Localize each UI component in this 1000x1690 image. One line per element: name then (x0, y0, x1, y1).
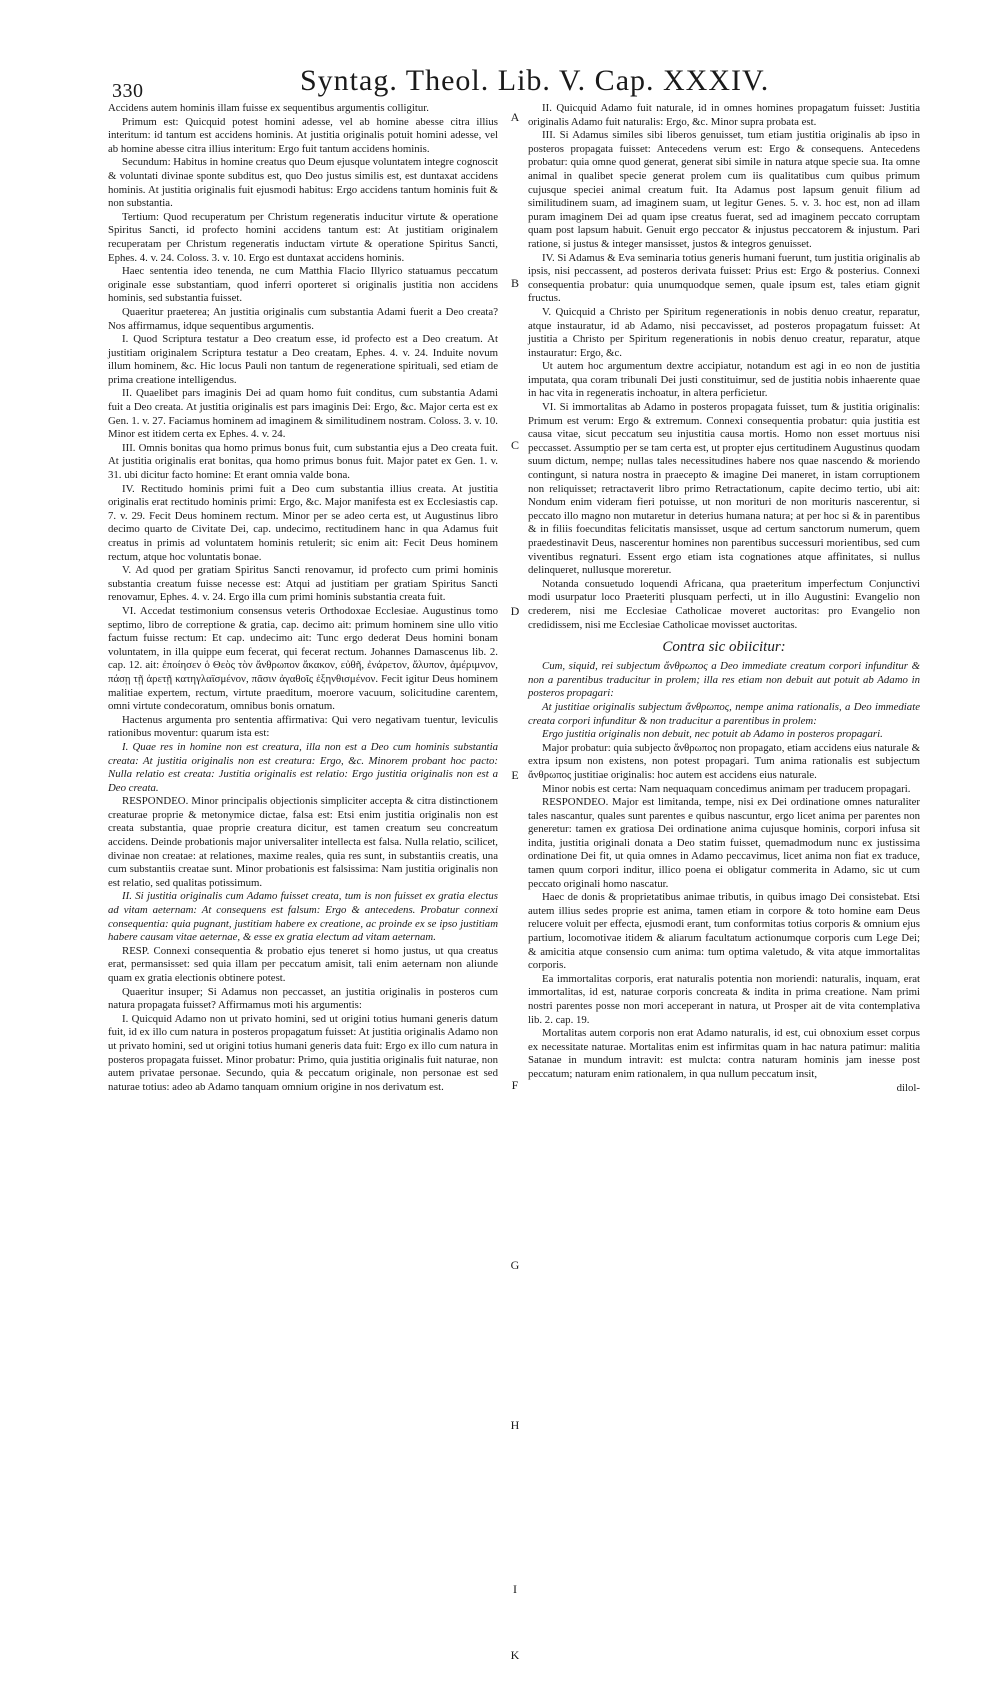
paragraph: Quaeritur insuper; Si Adamus non peccasset, an justitia originalis in posteros cum natura propagata fuisset? Affirmamus moti his argumentis: (108, 985, 498, 1012)
running-head: Syntag. Theol. Lib. V. Cap. XXXIV. (300, 64, 770, 97)
section-subheading: Contra sic obiicitur: (662, 639, 786, 656)
margin-letter: E (511, 768, 519, 782)
margin-letter: A (510, 110, 520, 124)
catchword: dilol- (896, 1081, 920, 1094)
paragraph: IV. Si Adamus & Eva seminaria totius generis humani fuerunt, tum justitia originalis ab ipsis, nisi peccassent, ad posteros derivata fuisset: Prius est: Ergo & posterius. Connexi consequentia probatur: quia unumquodque semen, quale ipsum est, tales etiam gignit fructus. (528, 251, 920, 305)
margin-letter: H (510, 1418, 520, 1432)
paragraph: Hactenus argumenta pro sententia affirmativa: Qui vero negativam tuentur, leviculis rationibus moventur: quarum ista est: (108, 713, 498, 740)
margin-letter: C (510, 438, 519, 452)
paragraph: Haec sententia ideo tenenda, ne cum Matthia Flacio Illyrico statuamus peccatum originale esse substantiam, quod inferri oporteret si originalis justitia non accidens hominis, sed substantia fuisset. (108, 265, 498, 305)
paragraph: I. Quod Scriptura testatur a Deo creatum esse, id profecto est a Deo creatum. At justitiam originalem Scriptura testatur a Deo creatam, Ephes. 4. v. 24. Induite novum illum hominem, &c. Hic locus Pauli non tantum de regeneratione spirituali, sed etiam de prima creatione intelligendus. (108, 333, 498, 386)
paragraph: III. Omnis bonitas qua homo primus bonus fuit, cum substantia ejus a Deo creata fuit. At justitia originalis erat bonitas, qua homo primus bonus fuit. Major patet ex Gen. 1. v. 31. ubi dicitur facto homine: Et erant omnia valde bona. (108, 441, 498, 482)
paragraph: Minor nobis est certa: Nam nequaquam concedimus animam per traducem propagari. (542, 782, 911, 795)
paragraph: II. Si justitia originalis cum Adamo fuisset creata, tum is non fuisset ex gratia electus ad vitam aeternam: At consequens est falsum: Ergo & antecedens. Probatur connexi consequentia: quia pugnant, justitiam habere ex creatione, ac proinde ex se ipso justitiam habere causam vitae aeternae, & esse ex gratia electum ad vitam aeternam. (108, 890, 498, 944)
paragraph: Tertium: Quod recuperatum per Christum regeneratis inducitur virtute & operatione Spiritus Sancti, id profecto homini accidens tantum est: At justitiam originalem recuperatam per Christum regeneratis inductam virtute & operatione Spiritus Sancti, Ephes. 4. v. 24. Coloss. 3. v. 10. Ergo est duntaxat accidens hominis. (108, 210, 498, 264)
objection-paragraph: Ergo justitia originalis non debuit, nec potuit ab Adamo in posteros propagari. (542, 728, 883, 741)
objection-paragraph: At justitiae originalis subjectum ἄνθρωπος, nempe anima rationalis, a Deo immediate creata corpori infunditur & non traducitur a parentibus in prolem: (528, 700, 920, 727)
paragraph: Mortalitas autem corporis non erat Adamo naturalis, id est, cui obnoxium esset corpus ex necessitate naturae. Mortalitas enim est infirmitas quam in hac natura patimur: malitia Satanae in mundum intravit: est mulcta: contra naturam hominis jam inesse post peccatum; naturam enim rationalem, in qua nullum peccatum insit, (528, 1027, 920, 1080)
right-column (528, 102, 920, 1095)
paragraph: II. Quicquid Adamo fuit naturale, id in omnes homines propagatum fuisset: Justitia originalis Adamo fuit naturalis: Ergo, &c. Minor supra probata est. (528, 102, 920, 128)
paragraph: IV. Rectitudo hominis primi fuit a Deo cum substantia illius creata. At justitia originalis erat rectitudo hominis primi: Ergo, &c. Major manifesta est ex Ecclesiastis cap. 7. v. 29. Fecit Deus hominem rectum. Minor per se adeo certa est, ut Augustinus libro decimo quarto de Civitate Dei, cap. undecimo, rectitudinem hanc in qua Adamus fuit creatus in primis ad voluntatem hominis retulerit; sic enim ait: Fecit Deus hominem rectum, atque hoc voluntatis bonae. (108, 482, 498, 563)
paragraph: Accidens autem hominis illam fuisse ex sequentibus argumentis colligitur. (108, 102, 429, 114)
paragraph: Notanda consuetudo loquendi Africana, qua praeteritum imperfectum Conjunctivi modi usurpatur loco Praeteriti plusquam perfecti, ut in illo Augustini: Evangelio non crederem, nisi me Ecclesiae Catholicae moveret auctoritas: pro Evangelio non credidissem, nisi me Ecclesiae Catholicae movisset auctoritas. (528, 577, 920, 631)
margin-letter: F (511, 1078, 519, 1092)
paragraph: VI. Si immortalitas ab Adamo in posteros propagata fuisset, tum & justitia originalis: Primum est verum: Ergo & extremum. Connexi consequentia probatur: quia justitia est causa vitae, sicut peccatum seu injustitia causa mortis. Homo non esset mortuus nisi peccasset. Assumptio per se tam certa est, ut propter ejus certitudinem Augustinus quodam suum dictum, nempe; nullas tales necessitudines habere nos quae nascendo & moriendo contingunt, si natura nostra in praecepto & imagine Dei maneret, in istam corruptionem non reliquisset; retractaverit libro primo Retractationum, capite decimo tertio, ubi ait: Nondum enim videram fieri potuisse, ut non morituri de non morituris nascerentur, si peccato illo magno non mutaretur in deterius humana natura; at per hoc si & in parentibus & in filiis foecunditas felicitatis mansisset, usque ad certum sanctorum numerum, quem praedestinavit Deus, nascerentur homines non parentibus successuri morientibus, sed cum viventibus regnaturi. Essent ergo etiam ista cognationes atque affinitates, si nullus delinqueret, nullusque moreretur. (528, 401, 920, 577)
paragraph: V. Ad quod per gratiam Spiritus Sancti renovamur, id profecto cum primi hominis substantia creatum fuisse necesse est: Atqui ad justitiam per gratiam Spiritus Sancti renovamur, Ephes. 4. v. 24. Ergo illa cum primi hominis substantia creata fuit. (108, 564, 498, 604)
page-number: 330 (112, 80, 144, 102)
paragraph: Ut autem hoc argumentum dextre accipiatur, notandum est agi in eo non de justitia imputata, qua coram tribunali Dei justi constituimur, sed de justitia nobis inhaerente quae in hac vita in regeneratis inchoatur, in altera perficietur. (528, 360, 920, 400)
paragraph: RESPONDEO. Minor principalis objectionis simpliciter accepta & citra distinctionem creaturae proprie & metonymice dictae, falsa est: Etsi enim justitia originalis non est creata substantia, quae proprie creatura dicitur, est tamen creatum seu concreatum accidens. Deinde probationis major universaliter intellecta est falsa. Nulla relatio, scilicet, divinae non creatae: at relationes, maxime reales, quia res sunt, in substantiis creatis, una cum substantiis creatae sunt. Minor probationis est falsissima: Nam justitia originalis non est relatio, sed qualitas potissimum. (108, 795, 498, 889)
paragraph: VI. Accedat testimonium consensus veteris Orthodoxae Ecclesiae. Augustinus tomo septimo, libro de correptione & gratia, cap. decimo ait: primum hominem sine ullo vitio factum fuisse rectum: Et cap. undecimo ait: Tunc ergo dederat Deus homini bonam voluntatem, in illa quippe eum fecerat, qui fecerat rectum. Johannes Damascenus lib. 2. cap. 12. ait: ἐποίησεν ὁ Θεὸς τὸν ἄνθρωπον ἄκακον, εὐθῆ, ἐνάρετον, ἄλυπον, ἀμέριμνον, πάσῃ τῇ ἀρετῇ κατηγλαϊσμένον, πᾶσιν ἀγαθοῖς ἐξηνθισμένον. Fecit igitur Deus hominem malitiae expertem, rectum, virtute praeditum, moerore vacuum, solicitudine carentem, omni virtute condecoratum, omnibus bonis ornatum. (108, 604, 498, 713)
margin-letter: D (510, 604, 520, 618)
paragraph: I. Quicquid Adamo non ut privato homini, sed ut origini totius humani generis datum fuit, id ex illo cum natura in posteros propagatum fuisset: At justitia originalis Adamo non ut privato homini, sed ut origini totius humani generis data fuit: Ergo ex illo cum natura in posteros propagata fuisset. Minor probatur: Primo, quia justitia originalis fuit naturae, non autem privatae personae. Secundo, quia & peccatum originale, non personae est sed naturae totius: adeo ab Adamo tanquam omnium origine in nos derivatum est. (108, 1012, 498, 1093)
objection-paragraph: Cum, siquid, rei subjectum ἄνθρωπος a Deo immediate creatum corpori infunditur & non a parentibus traducitur in prolem; illa res etiam non debuit aut potuit ab Adamo in posteros propagari: (528, 660, 920, 700)
paragraph: III. Si Adamus similes sibi liberos genuisset, tum etiam justitia originalis ab ipso in posteros propagata fuisset: Antecedens verum est: Ergo & consequens. Antecedens probatur: quia omne quod generat, generat sibi simile in natura atque specie sua. Ita omne animal in qualibet specie generat prolem cum iis qualitatibus cum quibus primum cujusque speciei animal creatum fuit. Ita Adamus post lapsum genuit filium ad similitudinem suam, ad imaginem suam, ut legitur Genes. 5. v. 3. hoc est, non ad illam puram imaginem Dei ad quam ipse creatus fuerat, sed ad imaginem peccato corruptam quam post lapsum habuit. Genuit ergo peccator & injustus peccatorem & injustum. Pari ratione, si justus & integer mansisset, justos & integros genuisset. (528, 129, 920, 250)
margin-letter: B (510, 276, 519, 290)
left-column (108, 102, 498, 1094)
paragraph: I. Quae res in homine non est creatura, illa non est a Deo cum hominis substantia creata: At justitia originalis non est creatura: Ergo, &c. Minorem probant hoc pacto: Nulla relatio est creata: Justitia originalis est relatio: Ergo justitia originalis non est a Deo creata. (108, 740, 498, 794)
paragraph: Secundum: Habitus in homine creatus quo Deum ejusque voluntatem integre cognoscit & voluntati divinae sponte subditus est, quo Deo justus similis est, est duntaxat accidens hominis. At justitia originalis fuit ejusmodi habitus: Ergo accidens tantum hominis fuit & non substantia. (108, 156, 499, 210)
paragraph: Major probatur: quia subjecto ἄνθρωπος non propagato, etiam accidens eius naturale & extra ipsum non existens, non potest propagari. Tum anima rationalis est subjectum ἄνθρωπος justitiae originalis: hoc autem est accidens eius naturale. (528, 741, 920, 781)
paragraph: Ea immortalitas corporis, erat naturalis potentia non moriendi: naturalis, inquam, erat immortalitas, id est, naturae corporis concreata & indita in prima creatione. Nam primi nostri parentes posse non mori acceperant in natura, ut Prosper ait de vita contemplativa lib. 2. cap. 19. (528, 972, 920, 1026)
paragraph: Haec de donis & proprietatibus animae tributis, in quibus imago Dei consistebat. Etsi autem illius sedes proprie est anima, tamen etiam in corpore & toto homine eam Deus relucere voluit per effecta, ejusmodi erant, tum conformitas totius corporis & omnium ejus partium, locomotivae itidem & aliarum facultatum actionumque corporis cum Lege Dei; & amicitia atque consensio cum anima: tum optima valetudo, & vita atque immortalitas corporis. (528, 891, 920, 972)
paragraph: Primum est: Quicquid potest homini adesse, vel ab homine abesse citra illius interitum: id tantum est accidens hominis. At justitia originalis potuit homini adesse, vel ab homine abesse citra illius interitum: Ergo fuit tantum accidens hominis. (108, 115, 498, 155)
margin-letter: I (513, 1582, 517, 1596)
paragraph: RESP. Connexi consequentia & probatio ejus teneret si homo justus, ut qua creatus erat, permansisset: sed quia illam per peccatum amisit, tali enim aeternam non aliunde quam ex gratia electionis obtinere potest. (108, 944, 498, 984)
paragraph: Quaeritur praeterea; An justitia originalis cum substantia Adami fuerit a Deo creata? Nos affirmamus, idque sequentibus argumentis. (108, 305, 498, 332)
paragraph: II. Quaelibet pars imaginis Dei ad quam homo fuit conditus, cum substantia Adami fuit a Deo creata. At justitia originalis est pars imaginis Dei: Ergo, &c. Major certa est ex Gen. 1. v. 27. Faciamus hominem ad imaginem & similitudinem nostram. Coloss. 3. v. 10. Minor est itidem certa ex Ephes. 4. v. 24. (108, 387, 498, 441)
paragraph: RESPONDEO. Major est limitanda, tempe, nisi ex Dei ordinatione omnes naturaliter tales nascantur, quales sunt parentes e quibus nascuntur, ergo licet anima per parentes non generetur: tamen ex gratiosa Dei ordinatione anima cujusque hominis, corpori infusa sit indita, justitia originali donata a Deo statim fuisset, quemadmodum nunc ex justissima ordinatione Dei fit, ut quia omnes in Adamo peccavimus, licet anima non fiat ex traduce, tamen quum corpori inditur, illico poena ei obligatur commerita in Adamo, sic ut cum peccato originali homo nascatur. (528, 796, 920, 890)
margin-letter: G (510, 1258, 520, 1272)
margin-letter: K (510, 1648, 520, 1662)
paragraph: V. Quicquid a Christo per Spiritum regenerationis in nobis denuo creatur, reparatur, atque instauratur, id ab Adamo, nisi peccavisset, ad posteros propagatum fuisset: At justitia a Christo per Spiritum regenerationis in nobis denuo creatur, reparatur, atque instauratur: Ergo, &c. (528, 305, 920, 359)
